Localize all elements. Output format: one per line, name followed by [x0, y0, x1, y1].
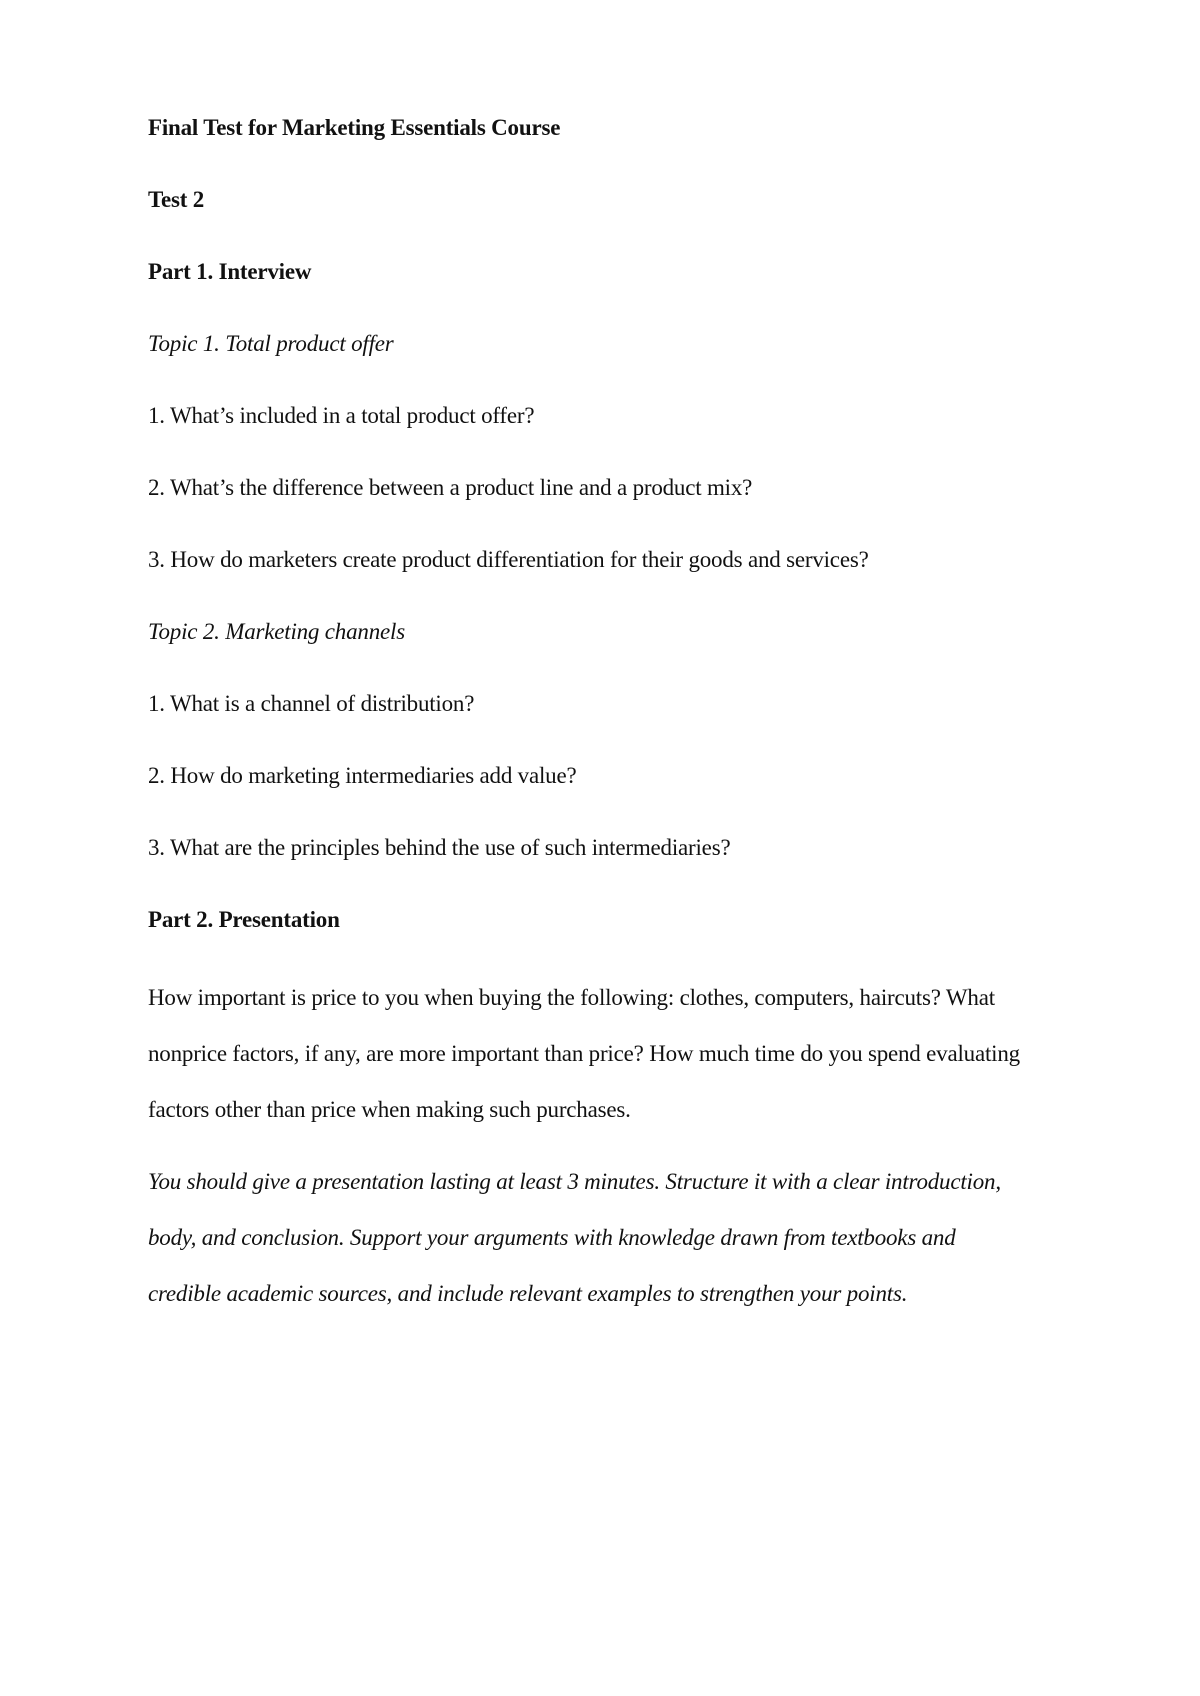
topic2-question-3: 3. What are the principles behind the use of such intermediaries?: [148, 835, 731, 860]
part2-prompt-line: factors other than price when making such purchases.: [148, 1097, 631, 1122]
part2-instruction-line: credible academic sources, and include relevant examples to strengthen your points.: [148, 1281, 908, 1306]
document-title: Final Test for Marketing Essentials Course: [148, 115, 561, 140]
topic1-question-3: 3. How do marketers create product differentiation for their goods and services?: [148, 547, 869, 572]
topic1-question-2: 2. What’s the difference between a product line and a product mix?: [148, 475, 753, 500]
part2-prompt-line: nonprice factors, if any, are more important than price? How much time do you spend evaluating: [148, 1041, 1020, 1066]
part1-heading: Part 1. Interview: [148, 259, 312, 284]
topic2-question-1: 1. What is a channel of distribution?: [148, 691, 475, 716]
topic2-heading: Topic 2. Marketing channels: [148, 619, 405, 644]
topic1-heading: Topic 1. Total product offer: [148, 331, 394, 356]
part2-prompt-line: How important is price to you when buying the following: clothes, computers, haircuts? What: [148, 985, 995, 1010]
topic2-question-2: 2. How do marketing intermediaries add value?: [148, 763, 577, 788]
part2-heading: Part 2. Presentation: [148, 907, 340, 932]
part2-instruction-line: You should give a presentation lasting at least 3 minutes. Structure it with a clear introduction,: [148, 1169, 1001, 1194]
test-label: Test 2: [148, 187, 205, 212]
topic1-question-1: 1. What’s included in a total product offer?: [148, 403, 535, 428]
part2-instruction-line: body, and conclusion. Support your arguments with knowledge drawn from textbooks and: [148, 1225, 956, 1250]
